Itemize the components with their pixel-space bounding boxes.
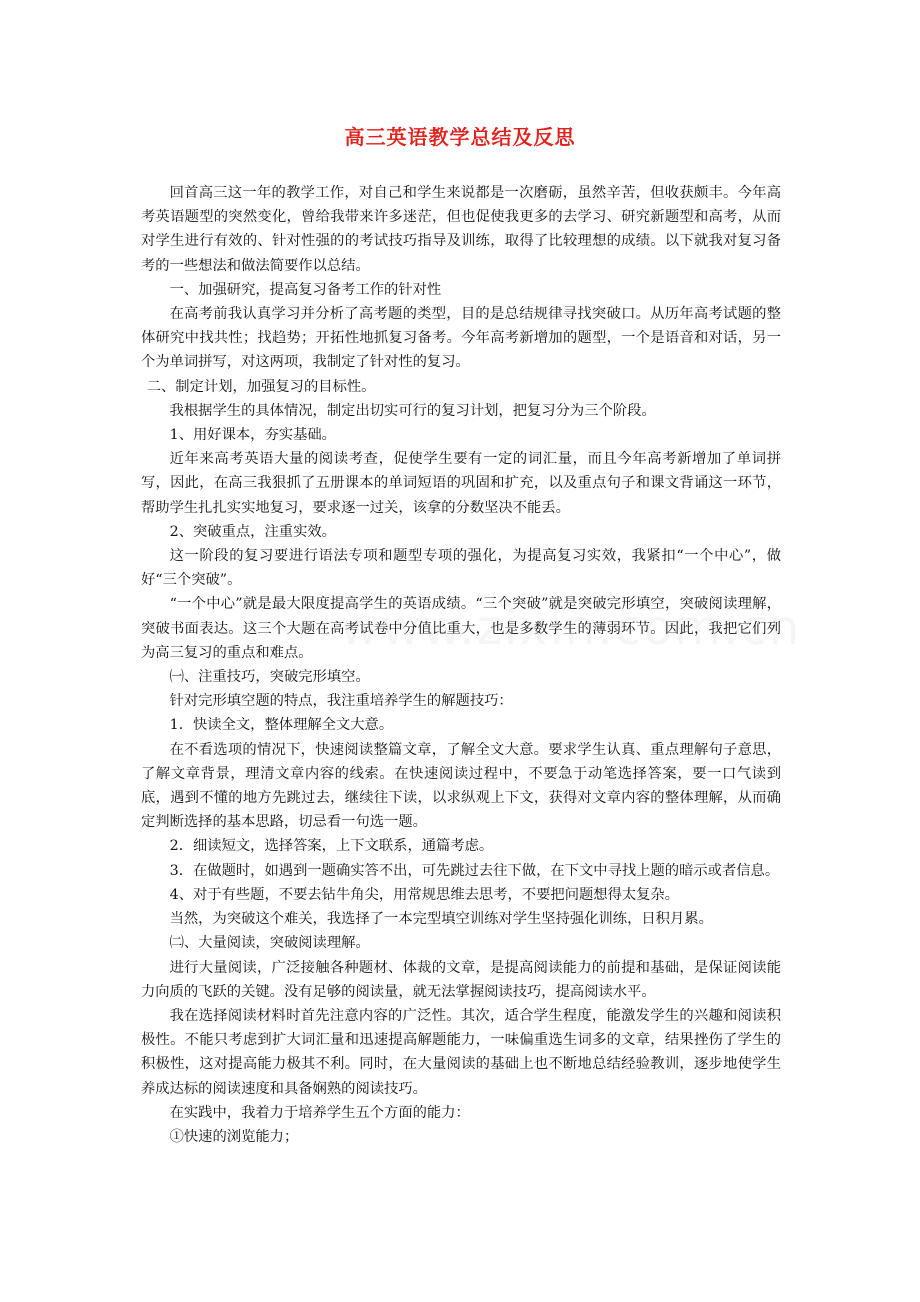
- list-item: 2．细读短文，选择答案，上下文联系，通篇考虑。: [169, 838, 494, 855]
- paragraph: 我在选择阅读材料时首先注意内容的广泛性。其次，适合学生程度，能激发学生的兴趣和阅读积极性。不能只考虑到扩大词汇量和迅速提高解题能力，一味偏重选生词多的文章，结果挫伤了学生的积极性，这对提高能力极其不利。同时，在大量阅读的基础上也不断地总结经验教训，逐步地使学生养成达标的阅读速度和具备娴熟的阅读技巧。: [141, 1007, 781, 1097]
- list-item: ①快速的浏览能力；: [169, 1128, 299, 1145]
- section-heading: 一、加强研究，提高复习备考工作的针对性: [169, 281, 442, 298]
- document-body: [141, 181, 781, 1149]
- list-item: 3．在做题时，如遇到一题确实答不出，可先跳过去往下做，在下文中寻找上题的暗示或者信息。: [169, 862, 780, 879]
- paragraph: 进行大量阅读，广泛接触各种题材、体裁的文章，是提高阅读能力的前提和基础，是保证阅读能力向质的飞跃的关键。没有足够的阅读量，就无法掌握阅读技巧，提高阅读水平。: [141, 959, 781, 1000]
- document-title: 高三英语教学总结及反思: [344, 125, 576, 149]
- section-heading: 二、制定计划，加强复习的目标性。: [146, 378, 376, 395]
- subsection-heading: ㈡、大量阅读，突破阅读理解。: [169, 935, 370, 952]
- paragraph: “一个中心”就是最大限度提高学生的英语成绩。“三个突破”就是突破完形填空，突破阅读理解，突破书面表达。这三个大题在高考试卷中分值比重大，也是多数学生的薄弱环节。因此，我把它们列为高三复习的重点和难点。: [141, 596, 781, 661]
- paragraph: 近年来高考英语大量的阅读考查，促使学生要有一定的词汇量，而且今年高考新增加了单词拼写，因此，在高三我狠抓了五册课本的单词短语的巩固和扩充，以及重点句子和课文背诵这一环节，帮助学生扎扎实实地复习，要求逐一过关，该拿的分数坚决不能丢。: [141, 451, 781, 516]
- subsection-heading: ㈠、注重技巧，突破完形填空。: [169, 669, 370, 686]
- paragraph: 我根据学生的具体情况，制定出切实可行的复习计划，把复习分为三个阶段。: [169, 402, 656, 419]
- paragraph: 在高考前我认真学习并分析了高考题的类型，目的是总结规律寻找突破口。从历年高考试题的整体研究中找共性；找趋势；开拓性地抓复习备考。今年高考新增加的题型，一个是语音和对话，另一个为单词拼写，对这两项，我制定了针对性的复习。: [141, 306, 781, 371]
- paragraph: 这一阶段的复习要进行语法专项和题型专项的强化，为提高复习实效，我紧扣“一个中心”，做好“三个突破”。: [141, 548, 781, 589]
- list-item: 4、对于有些题，不要去钻牛角尖，用常规思维去思考，不要把问题想得太复杂。: [169, 886, 680, 903]
- paragraph: 回首高三这一年的教学工作，对自己和学生来说都是一次磨砺，虽然辛苦，但收获颇丰。今年高考英语题型的突然变化，曾给我带来许多迷茫，但也促使我更多的去学习、研究新题型和高考，从而对学生进行有效的、针对性强的的考试技巧指导及训练，取得了比较理想的成绩。以下就我对复习备考的一些想法和做法简要作以总结。: [141, 185, 781, 274]
- paragraph: 当然，为突破这个难关，我选择了一本完型填空训练对学生坚持强化训练，日积月累。: [169, 911, 713, 928]
- paragraph: 在不看选项的情况下，快速阅读整篇文章，了解全文大意。要求学生认真、重点理解句子意思，了解文章背景，理清文章内容的线索。在快速阅读过程中，不要急于动笔选择答案，要一口气读到底，遇到不懂的地方先跳过去，继续往下读，以求纵观上下文，获得对文章内容的整体理解，从而确定判断选择的基本思路，切忌看一句选一题。: [141, 741, 781, 831]
- list-item: 1．快读全文，整体理解全文大意。: [169, 717, 394, 734]
- paragraph: 针对完形填空题的特点，我注重培养学生的解题技巧：: [169, 693, 513, 710]
- subsection-heading: 2、突破重点，注重实效。: [169, 523, 336, 540]
- subsection-heading: 1、用好课本，夯实基础。: [169, 427, 336, 444]
- paragraph: 在实践中，我着力于培养学生五个方面的能力：: [169, 1104, 470, 1121]
